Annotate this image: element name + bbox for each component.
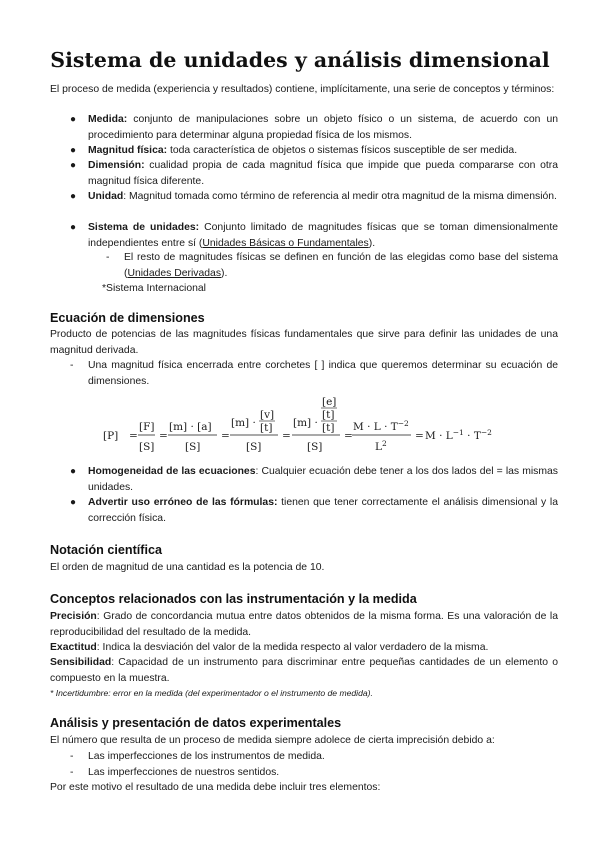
frac5-den: $L^2$: [375, 439, 387, 453]
concept-term: Magnitud física:: [88, 145, 168, 156]
equals-sign: =: [221, 430, 230, 442]
analisis-closing: Por este motivo el resultado de una medida debe incluir tres elementos:: [50, 782, 381, 793]
concept-unidad: [88, 189, 558, 205]
item-term: Sensibilidad: [50, 657, 112, 668]
frac4-t2: [t]: [322, 422, 335, 434]
bullet-dot: ●: [70, 191, 77, 202]
frac4-t1: [t]: [322, 409, 335, 421]
concept-text: : Magnitud tomada como término de referencia al medir otra magnitud de la misma dimensión.: [123, 191, 557, 202]
derived-text: El resto de magnitudes físicas se definen en función de las elegidas como base del sistema (: [124, 252, 558, 279]
heading-analisis: Análisis y presentación de datos experimentales: [50, 716, 342, 730]
advertir-item: [88, 495, 558, 526]
equals-sign: =: [159, 430, 168, 442]
heading-instrumentacion: Conceptos relacionados con las instrumentación y la medida: [50, 592, 417, 606]
analisis-paragraph: El número que resulta de un proceso de medida siempre adolece de cierta imprecisión debido a:: [50, 735, 495, 746]
concept-text: toda característica de objetos o sistemas físicos susceptible de ser medida.: [167, 145, 518, 156]
concept-medida: [88, 112, 558, 143]
frac3-den: [S]: [246, 441, 262, 453]
frac2-den: [S]: [185, 441, 201, 453]
frac4-num: [m] ·: [293, 417, 318, 429]
concept-term: Unidad: [88, 191, 124, 202]
concept-term: Dimensión:: [88, 160, 145, 171]
frac5-num: $M \cdot L \cdot T^{-2}$: [353, 419, 409, 433]
unidades-derivadas-link: Unidades Derivadas: [127, 267, 222, 279]
homogeneidad-item: [88, 464, 558, 495]
concept-text-after: ).: [368, 237, 376, 249]
bullet-dot: ●: [70, 114, 77, 125]
equals-sign: =: [282, 430, 291, 442]
dash-marker: -: [106, 252, 110, 263]
equals-sign: =: [344, 430, 353, 442]
heading-ecuacion: Ecuación de dimensiones: [50, 311, 205, 325]
frac3-t: [t]: [260, 422, 273, 434]
unidades-basicas-link: Unidades Básicas o Fundamentales: [202, 237, 369, 249]
bullet-dot: ●: [70, 497, 77, 508]
notacion-paragraph: El orden de magnitud de una cantidad es la potencia de 10.: [50, 562, 325, 573]
concept-term: Sistema de unidades:: [88, 222, 200, 233]
dash-marker: -: [70, 360, 74, 371]
frac1-num: [F]: [139, 421, 155, 433]
exactitud-item: [50, 640, 558, 656]
page-title: Sistema de unidades y análisis dimensional: [50, 48, 550, 72]
frac4-den: [S]: [307, 441, 323, 453]
frac3-num: [m] ·: [231, 417, 256, 429]
dimension-equation: [100, 394, 500, 456]
item-text: : Capacidad de un instrumento para discriminar entre pequeñas cantidades de un elemento o compuesto en la muestra.: [50, 657, 558, 684]
derived-units-item: [124, 250, 558, 281]
dash-marker: -: [70, 751, 74, 762]
formula-result: $M \cdot L^{-1} \cdot T^{-2}$: [425, 428, 492, 442]
frac1-den: [S]: [139, 441, 155, 453]
ecuacion-paragraph: Producto de potencias de las magnitudes físicas fundamentales que sirve para definir las unidades de una magnitud derivada.: [50, 329, 558, 356]
frac2-num: [m] · [a]: [169, 421, 212, 433]
analisis-dash-2: Las imperfecciones de nuestros sentidos.: [88, 767, 280, 778]
item-text: : Indica la desviación del valor de la medida respecto al valor verdadero de la misma.: [96, 642, 489, 653]
analisis-dash-1: Las imperfecciones de los instrumentos de medida.: [88, 751, 325, 762]
bullet-dot: ●: [70, 145, 77, 156]
precision-item: [50, 609, 558, 640]
si-note: *Sistema Internacional: [102, 283, 206, 294]
concept-text: Conjunto limitado de magnitudes físicas que se toman dimensionalmente independientes entre sí (: [88, 222, 558, 249]
item-term: Precisión: [50, 611, 97, 622]
derived-text-after: ).: [221, 267, 228, 279]
frac4-e: [e]: [322, 396, 337, 408]
bullet-dot: ●: [70, 466, 77, 477]
formula-lhs: [103, 430, 118, 442]
concept-dimension: [88, 158, 558, 189]
lhs-P: [P]: [103, 430, 119, 442]
concept-sistema: [88, 220, 558, 251]
sensibilidad-item: [50, 655, 558, 686]
item-term: Exactitud: [50, 642, 97, 653]
intro-paragraph: El proceso de medida (experiencia y resultados) contiene, implícitamente, una serie de conceptos y términos:: [50, 84, 555, 95]
bullet-dot: ●: [70, 222, 77, 233]
bullet-term: Advertir uso erróneo de las fórmulas:: [88, 497, 278, 508]
concept-term: Medida:: [88, 114, 128, 125]
bullet-text: tienen que tener correctamente el análisis dimensional y la corrección física.: [88, 497, 558, 524]
ecuacion-dash-item: Una magnitud física encerrada entre corchetes [ ] indica que queremos determinar su ecuación de dimensiones.: [88, 360, 558, 387]
bullet-term: Homogeneidad de las ecuaciones: [88, 466, 256, 477]
frac3-v: [v]: [260, 409, 275, 421]
equals-sign: =: [129, 430, 138, 442]
concept-text: conjunto de manipulaciones sobre un objeto físico o un sistema, de acuerdo con un procedimiento para determinar alguna propiedad física de los mismos.: [88, 114, 558, 141]
item-text: : Grado de concordancia mutua entre datos obtenidos de la misma forma. Es una valoración de la reproducibilidad del resultado de la medida.: [50, 611, 558, 638]
incertidumbre-footnote: * Incertidumbre: error en la medida (del experimentador o el instrumento de medida).: [50, 688, 373, 698]
equals-sign: =: [415, 430, 424, 442]
concept-magnitud: [88, 143, 558, 159]
bullet-dot: ●: [70, 160, 77, 171]
heading-notacion: Notación científica: [50, 543, 162, 557]
dash-marker: -: [70, 767, 74, 778]
concept-text: cualidad propia de cada magnitud física que impide que pueda compararse con otra magnitud física diferente.: [88, 160, 558, 187]
bullet-text: : Cualquier ecuación debe tener a los dos lados del = las mismas unidades.: [88, 466, 558, 493]
